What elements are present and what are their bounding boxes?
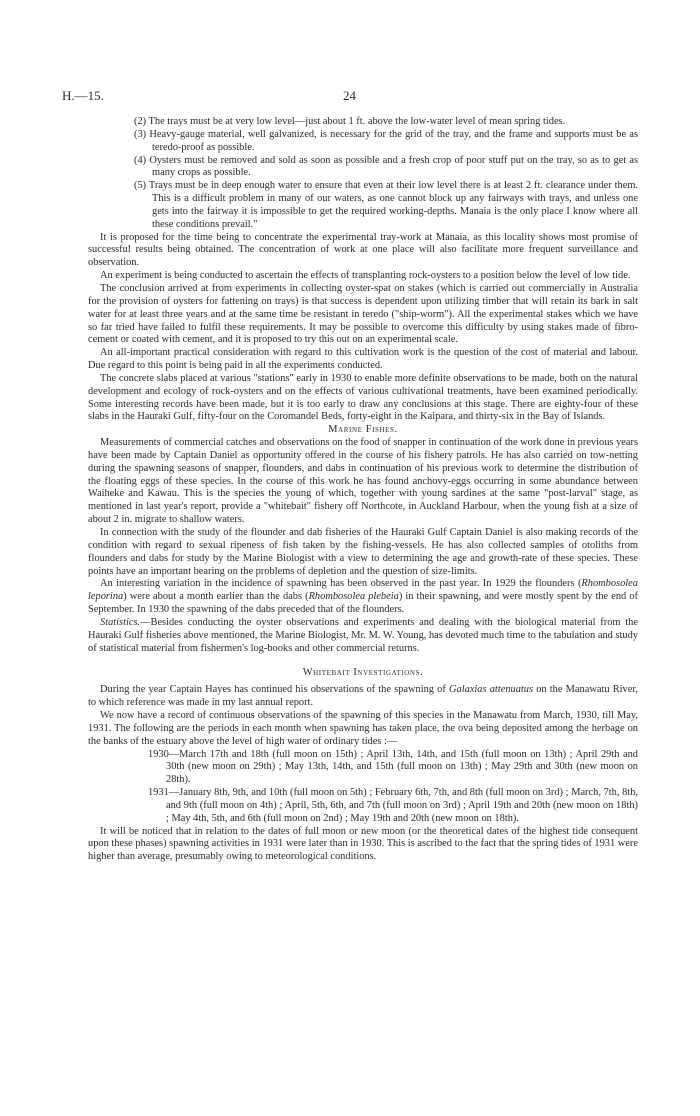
paragraph: An experiment is being conducted to ascertain the effects of transplanting rock-oysters to a position below the level of low tide. [100,270,631,282]
paragraph: Measurements of commercial catches and observations on the food of snapper in continuation of the work done in previous years have been made by Captain Daniel as opportunity offered in the course of his fishery patrols. He has also carried on tow-netting during the spawning seasons of snapper, flounders, and dabs in continuation of his previous work to determine the distribution of the floating eggs of these species. In the course of this work he has found anchovy-eggs occurring in some abundance between Waiheke and Kawau. This is the species the young of which, together with young sardines at the same "post-larval" stage, as mentioned in last year's report, provide a "whitebait" fishery off Northcote, in Auckland Harbour, when the young fish at a size of about 2 in. migrate to shallow waters. [88,437,638,526]
paragraph-whitebait-intro [88,684,638,710]
species-name: Rhombosolea plebeia [308,591,399,603]
paragraph: In connection with the study of the flounder and dab fisheries of the Hauraki Gulf Captain Daniel is also making records of the condition with regard to sexual ripeness of fish taken by the fishing-vessels. He has also collected samples of otoliths from flounders and dabs for study by the Marine Biologist with a view to determining the age and growth-rate of these species. These points have an important bearing on the problems of depletion and the question of size-limits. [88,527,638,577]
text-run: During the year Captain Hayes has continued his observations of the spawning of [100,684,450,696]
text-run: on the Manawatu River, to which reference was made in my last annual report. [88,684,638,709]
spawning-dates-1931: 1931—January 8th, 9th, and 10th (full moon on 5th) ; February 6th, 7th, and 8th (full moon on 3rd) ; March, 7th, 8th, and 9th (full moon on 4th) ; April, 5th, 6th, and 7th (full moon on 3rd) ; April 19th and 20th (new moon on 18th) ; May 4th, 5th, and 6th (full moon on 2nd) ; May 19th and 20th (new moon on 18th). [148,787,638,824]
page-header [62,88,638,104]
paragraph: It will be noticed that in relation to the dates of full moon or new moon (or the theoretical dates of the highest tide consequent upon these phases) spawning activities in 1931 were later than in 1930. This is ascribed to the fact that the spring tides of 1931 were higher than average, presumably owing to meteorological conditions. [88,825,638,863]
paragraph: We now have a record of continuous observations of the spawning of this species in the Manawatu from March, 1930, till May, 1931. The following are the periods in each month when spawning has taken place, the ova being deposited among the herbage on the banks of the estuary above the level of high water of ordinary tides :— [88,709,638,747]
page-body [88,116,638,864]
document-id: H.—15. [62,88,104,103]
paragraph: An all-important practical consideration with regard to this cultivation work is the question of the cost of material and labour. Due regard to this point is being paid in all the experiments conducted. [88,347,638,372]
spawning-dates-1930: 1930—March 17th and 18th (full moon on 15th) ; April 13th, 14th, and 15th (full moon on 13th) ; April 29th and 30th (new moon on 29th) ; May 13th, 14th, and 15th (full moon on 13th) ; May 29th and 30th (new moon on 28th). [148,748,638,786]
paragraph: It is proposed for the time being to concentrate the experimental tray-work at Manaia, as this locality shows most promise of successful results being obtained. The concentration of work at one place will also facilitate more frequent surveillance and observation. [88,231,638,269]
page-number: 24 [343,88,356,103]
text-run: ) in their spawning, and were mostly spent by the end of September. In 1930 the spawning of the dabs preceded that of the flounders. [88,591,639,616]
statistics-label: Statistics. [100,616,141,628]
paragraph: The concrete slabs placed at various "stations" early in 1930 to enable more definite observations to be made, both on the natural development and ecology of rock-oysters and on the effects of various cultivational treatments, have been examined periodically. Some interesting records have been made, but it is too early to draw any conclusions at this stage. There are eighty-four of these slabs in the Hauraki Gulf, fifty-four on the Coromandel Beds, forty-eight in the Kaipara, and thirty-six in the Bay of Islands. [88,372,638,423]
species-name: Galaxias attenuatus [449,684,534,696]
paragraph-statistics [88,617,638,656]
paragraph-spawning-variation [88,578,638,617]
text-run: ) were about a month earlier than the dabs ( [123,591,309,603]
list-item: (5) Trays must be in deep enough water to ensure that even at their low level there is at least 2 ft. clearance under them. This is a difficult problem in many of our waters, as one cannot block up any fairways with trays, and unless one gets into the fairway it is impossible to get the required working-depths. Manaia is the only place I know where all these conditions prevail." [134,180,638,230]
section-heading-marine-fishes: Marine Fishes. [328,424,398,436]
species-name: Rhombosolea leporina [88,578,638,603]
text-run: —Besides conducting the oyster observations and experiments and dealing with the biological material from the Hauraki Gulf fisheries above mentioned, the Marine Biologist, Mr. M. W. Young, has devoted much time to the tabulation and study of statistical material from fishermen's log-books and other commercial returns. [88,616,638,654]
list-item: (4) Oysters must be removed and sold as soon as possible and a fresh crop of poor stuff put on the tray, so as to get as many crops as possible. [134,154,638,179]
list-item: (3) Heavy-gauge material, well galvanized, is necessary for the grid of the tray, and the frame and supports must be as teredo-proof as possible. [134,128,638,153]
section-heading-whitebait: Whitebait Investigations. [302,667,424,679]
list-item: (2) The trays must be at very low level—just about 1 ft. above the low-water level of mean spring tides. [134,116,566,127]
text-run: An interesting variation in the incidence of spawning has been observed in the past year. In 1929 the flounders ( [100,578,582,590]
paragraph: The conclusion arrived at from experiments in collecting oyster-spat on stakes (which is carried out commercially in Australia for the provision of oysters for fattening on trays) is that success is dependent upon utilizing timber that will retain its bark in salt water for at least three years and at the same time be resistant in teredo ("ship-worm"). All the experimental stakes which we have so far tried have failed to fulfil these requirements. It may be possible to overcome this difficulty by using stakes made of fibro-cement or coated with cement, and it is proposed to try this out on an experimental scale. [88,282,638,346]
